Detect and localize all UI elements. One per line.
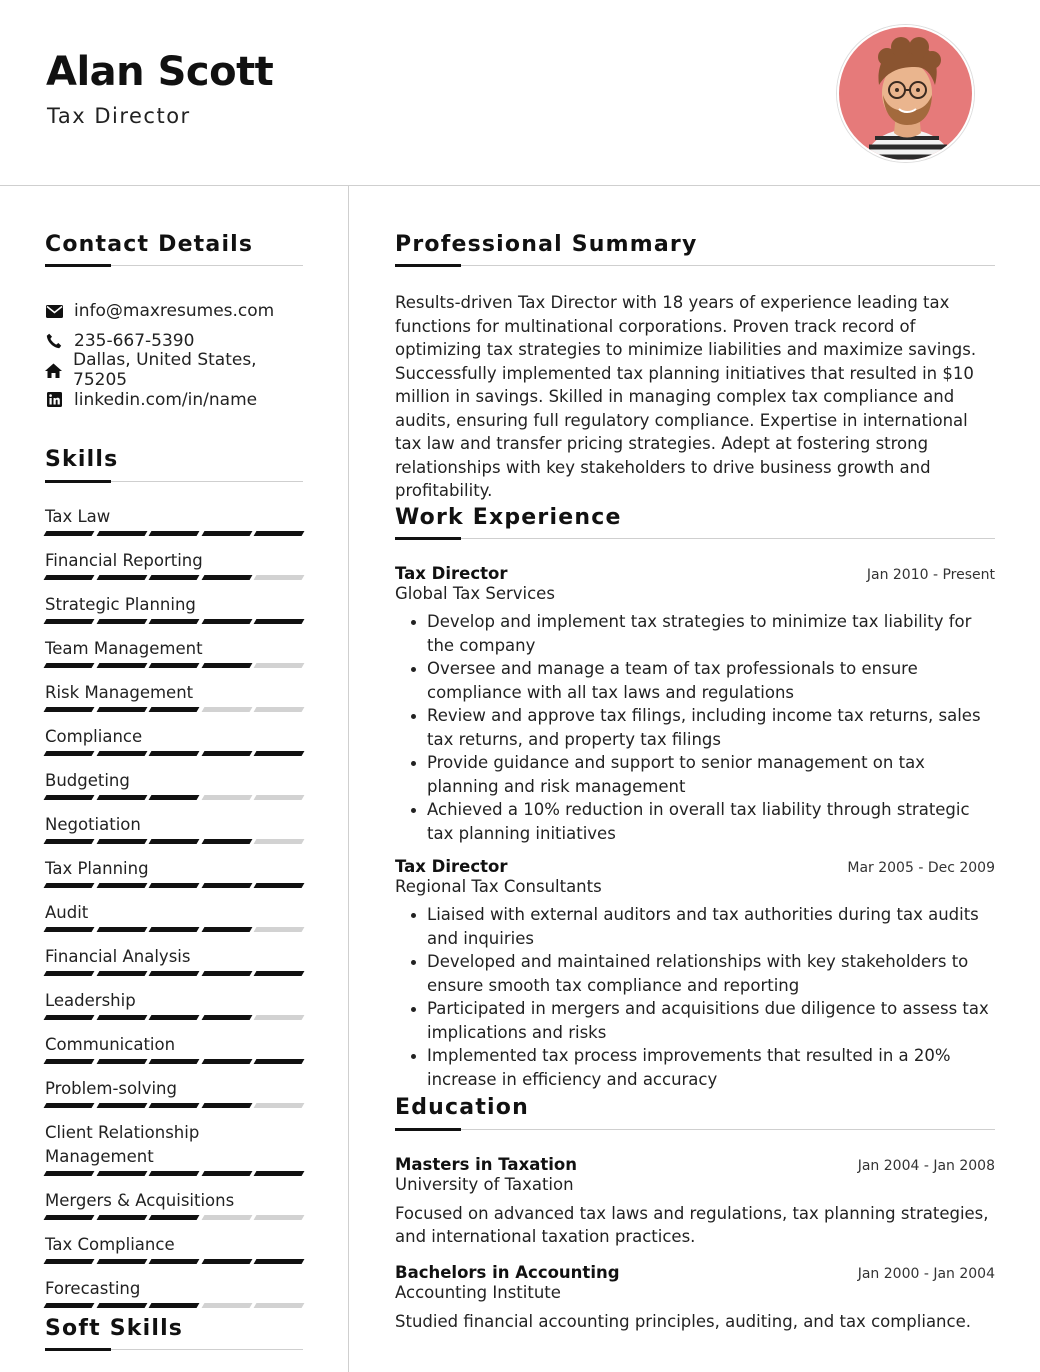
skill-level-segment — [96, 1303, 146, 1308]
skill-level-segment — [96, 531, 146, 536]
skill-level-segment — [201, 1015, 251, 1020]
skill-level-segment — [149, 619, 199, 624]
skill-level-segment — [149, 1303, 199, 1308]
skill-level-bar — [45, 971, 303, 976]
skill-level-segment — [149, 1259, 199, 1264]
skill-name: Team Management — [45, 638, 203, 658]
skill-level-segment — [149, 1103, 199, 1108]
skill-level-bar — [45, 575, 303, 580]
summary-heading: Professional Summary — [395, 232, 698, 257]
skill-level-segment — [96, 663, 146, 668]
skill-name: Problem-solving — [45, 1078, 177, 1098]
skill-level-segment — [201, 663, 251, 668]
skill-level-segment — [254, 1059, 304, 1064]
skill-level-bar — [45, 1171, 303, 1176]
contact-list — [45, 296, 303, 414]
resume-header — [0, 0, 1040, 186]
skill-level-segment — [96, 751, 146, 756]
envelope-icon — [45, 302, 63, 320]
left-column — [45, 232, 303, 1321]
skill-level-segment — [201, 1171, 251, 1176]
skill-level-segment — [201, 575, 251, 580]
skill-level-bar — [45, 1015, 303, 1020]
skill-level-bar — [45, 927, 303, 932]
skill-item — [45, 901, 303, 932]
skill-level-segment — [96, 927, 146, 932]
skill-level-segment — [254, 883, 304, 888]
skill-level-segment — [201, 883, 251, 888]
skill-name: Tax Compliance — [45, 1234, 175, 1254]
skill-level-segment — [44, 1015, 94, 1020]
skill-item — [45, 549, 303, 580]
skill-level-segment — [44, 795, 94, 800]
job-date: Jan 2010 - Present — [866, 567, 995, 584]
contact-phone-text: 235-667-5390 — [74, 330, 195, 351]
section-rule — [395, 264, 995, 266]
education-date: Jan 2004 - Jan 2008 — [857, 1157, 995, 1174]
skills-section — [45, 447, 303, 1307]
education-heading: Education — [395, 1095, 529, 1121]
education-degree: Bachelors in Accounting — [395, 1262, 620, 1282]
job-company: Global Tax Services — [395, 584, 555, 604]
skill-level-segment — [149, 531, 199, 536]
skill-item — [45, 1189, 303, 1220]
skill-item — [45, 637, 303, 668]
skill-level-segment — [254, 1259, 304, 1264]
education-entry — [395, 1155, 995, 1249]
education-description: Studied financial accounting principles, auditing, and tax compliance. — [395, 1311, 971, 1331]
skill-level-segment — [149, 927, 199, 932]
job-title: Tax Director — [395, 564, 508, 584]
skill-level-segment — [254, 707, 304, 712]
skill-level-segment — [96, 795, 146, 800]
skill-name: Tax Planning — [45, 858, 149, 878]
skill-level-segment — [201, 971, 251, 976]
home-icon — [45, 361, 62, 379]
skill-item — [45, 813, 303, 844]
job-bullet: Achieved a 10% reduction in overall tax liability through strategic tax planning initiatives — [409, 798, 995, 845]
skill-item — [45, 1077, 303, 1108]
skill-level-segment — [201, 795, 251, 800]
skill-level-bar — [45, 1059, 303, 1064]
skill-name: Financial Reporting — [45, 550, 203, 570]
skill-level-segment — [201, 1215, 251, 1220]
skill-level-segment — [96, 971, 146, 976]
skills-heading: Skills — [45, 447, 119, 473]
skill-level-segment — [254, 619, 304, 624]
skill-level-segment — [201, 531, 251, 536]
skill-level-bar — [45, 839, 303, 844]
candidate-name: Alan Scott — [46, 49, 274, 95]
contact-location — [45, 350, 303, 391]
skill-item — [45, 1277, 303, 1308]
skill-level-segment — [201, 1059, 251, 1064]
contact-linkedin-text: linkedin.com/in/name — [74, 389, 258, 410]
skill-level-segment — [44, 1303, 94, 1308]
contact-email-text: info@maxresumes.com — [74, 301, 275, 322]
skill-level-bar — [45, 1215, 303, 1220]
education-description: Focused on advanced tax laws and regulations, tax planning strategies, and international taxation practices. — [395, 1203, 989, 1247]
skill-level-segment — [96, 1215, 146, 1220]
skill-name: Strategic Planning — [45, 594, 196, 614]
skill-level-segment — [96, 575, 146, 580]
skill-level-bar — [45, 1259, 303, 1264]
skill-item — [45, 1233, 303, 1264]
skill-level-bar — [45, 663, 303, 668]
skill-name: Audit — [45, 902, 89, 922]
skill-level-bar — [45, 1303, 303, 1308]
section-rule — [395, 537, 995, 539]
skill-level-segment — [96, 839, 146, 844]
skill-level-segment — [44, 707, 94, 712]
skill-level-segment — [201, 619, 251, 624]
skill-level-bar — [45, 531, 303, 536]
skill-level-segment — [201, 839, 251, 844]
skill-level-segment — [96, 1015, 146, 1020]
skill-item — [45, 769, 303, 800]
education-section — [395, 1095, 995, 1333]
experience-section — [395, 505, 995, 1091]
skill-level-bar — [45, 1103, 303, 1108]
skill-level-segment — [96, 707, 146, 712]
job-bullet: Developed and maintained relationships with key stakeholders to ensure smooth tax compliance and reporting — [409, 950, 995, 997]
skill-level-segment — [44, 839, 94, 844]
skill-level-segment — [254, 1103, 304, 1108]
skill-level-bar — [45, 883, 303, 888]
skill-level-segment — [44, 1059, 94, 1064]
skill-level-segment — [254, 751, 304, 756]
skill-level-segment — [44, 1259, 94, 1264]
section-rule — [395, 1128, 995, 1130]
skill-name: Compliance — [45, 726, 143, 746]
education-date: Jan 2000 - Jan 2004 — [857, 1265, 995, 1282]
skill-level-segment — [254, 971, 304, 976]
column-divider — [348, 186, 349, 1372]
skill-level-segment — [201, 927, 251, 932]
job-date: Mar 2005 - Dec 2009 — [847, 860, 995, 877]
skill-level-segment — [149, 1215, 199, 1220]
skill-level-segment — [96, 1259, 146, 1264]
skill-level-bar — [45, 751, 303, 756]
skill-name: Leadership — [45, 990, 136, 1010]
skill-level-segment — [201, 707, 251, 712]
contact-email[interactable] — [45, 296, 303, 326]
candidate-title: Tax Director — [47, 104, 191, 128]
education-degree: Masters in Taxation — [395, 1154, 577, 1174]
skill-level-segment — [254, 1303, 304, 1308]
skill-name: Risk Management — [45, 682, 194, 702]
skill-level-segment — [254, 1215, 304, 1220]
job-bullet: Provide guidance and support to senior management on tax planning and risk management — [409, 751, 995, 798]
job-company: Regional Tax Consultants — [395, 877, 602, 897]
skill-name: Mergers & Acquisitions — [45, 1190, 235, 1210]
skill-item — [45, 1033, 303, 1064]
avatar — [837, 25, 974, 162]
skill-level-segment — [96, 1103, 146, 1108]
skill-level-segment — [44, 575, 94, 580]
summary-section — [395, 232, 995, 503]
skill-level-segment — [149, 839, 199, 844]
skill-level-segment — [254, 1171, 304, 1176]
summary-text: Results-driven Tax Director with 18 years of experience leading tax functions for multinational corporations. Proven track record of optimizing tax strategies to minimize liabilities and maximize savings. Successfully implemented tax planning initiatives that resulted in $10 million in savings. Skilled in managing complex tax compliance and audits, ensuring full regulatory compliance. Expertise in international tax law and transfer pricing strategies. Adept at fostering strong relationships with key stakeholders to drive business growth and profitability. — [395, 293, 977, 501]
education-school: University of Taxation — [395, 1174, 574, 1194]
job-bullet: Oversee and manage a team of tax professionals to ensure compliance with all tax laws and regulations — [409, 657, 995, 704]
skill-level-segment — [96, 619, 146, 624]
skill-item — [45, 725, 303, 756]
skill-level-bar — [45, 707, 303, 712]
skill-name: Budgeting — [45, 770, 130, 790]
skill-level-segment — [44, 971, 94, 976]
skill-name: Forecasting — [45, 1278, 141, 1298]
section-rule — [45, 480, 303, 482]
education-school: Accounting Institute — [395, 1282, 561, 1302]
skill-level-segment — [149, 751, 199, 756]
contact-section — [45, 232, 303, 414]
contact-heading: Contact Details — [45, 232, 254, 257]
skill-item — [45, 945, 303, 976]
skill-level-segment — [44, 883, 94, 888]
skill-level-segment — [96, 883, 146, 888]
job-bullet: Participated in mergers and acquisitions due diligence to assess tax implications and risks — [409, 997, 995, 1044]
phone-icon — [45, 332, 63, 350]
education-entry — [395, 1263, 995, 1334]
skill-level-segment — [254, 575, 304, 580]
job-bullet: Liaised with external auditors and tax authorities during tax audits and inquiries — [409, 903, 995, 950]
job-bullet: Implemented tax process improvements that resulted in a 20% increase in efficiency and accuracy — [409, 1044, 995, 1091]
skill-level-segment — [149, 1015, 199, 1020]
soft-skills-heading: Soft Skills — [45, 1316, 184, 1341]
skill-level-segment — [201, 751, 251, 756]
skill-level-segment — [149, 1059, 199, 1064]
section-rule — [45, 264, 303, 266]
skill-item — [45, 989, 303, 1020]
skill-level-bar — [45, 619, 303, 624]
skill-item — [45, 1121, 303, 1176]
skill-level-segment — [149, 707, 199, 712]
skill-level-segment — [254, 795, 304, 800]
skill-level-segment — [44, 1171, 94, 1176]
skill-level-segment — [44, 1103, 94, 1108]
skill-item — [45, 681, 303, 712]
section-rule — [45, 1348, 303, 1350]
skill-level-segment — [149, 795, 199, 800]
skill-name: Financial Analysis — [45, 946, 191, 966]
job-bullet: Review and approve tax filings, including income tax returns, sales tax returns, and property tax filings — [409, 704, 995, 751]
skill-item — [45, 593, 303, 624]
skill-level-segment — [44, 751, 94, 756]
skills-list — [45, 505, 303, 1308]
job-bullets — [395, 903, 995, 1091]
skill-level-segment — [149, 1171, 199, 1176]
skill-item — [45, 505, 303, 536]
job-bullet: Develop and implement tax strategies to minimize tax liability for the company — [409, 610, 995, 657]
skill-level-segment — [254, 663, 304, 668]
job-bullets — [395, 610, 995, 845]
experience-heading: Work Experience — [395, 504, 622, 530]
job-entry — [395, 857, 995, 1091]
skill-name: Negotiation — [45, 814, 141, 834]
skill-level-segment — [149, 663, 199, 668]
contact-location-text: Dallas, United States, 75205 — [73, 350, 257, 391]
skill-level-segment — [149, 971, 199, 976]
skill-level-segment — [201, 1303, 251, 1308]
skill-level-segment — [254, 1015, 304, 1020]
skill-level-segment — [44, 927, 94, 932]
job-entry — [395, 564, 995, 845]
skill-level-segment — [149, 883, 199, 888]
profile-photo-icon — [839, 27, 974, 162]
skill-level-segment — [254, 531, 304, 536]
skill-level-segment — [254, 927, 304, 932]
skill-level-segment — [149, 575, 199, 580]
skill-name: Client Relationship Management — [45, 1122, 200, 1166]
skill-level-segment — [44, 663, 94, 668]
skill-level-segment — [96, 1059, 146, 1064]
skill-level-bar — [45, 795, 303, 800]
skill-level-segment — [44, 531, 94, 536]
job-title: Tax Director — [395, 857, 508, 877]
soft-skills-section — [45, 1316, 303, 1350]
skill-level-segment — [44, 619, 94, 624]
skill-name: Communication — [45, 1034, 176, 1054]
skill-level-segment — [96, 1171, 146, 1176]
skill-level-segment — [254, 839, 304, 844]
linkedin-icon — [45, 391, 63, 409]
skill-name: Tax Law — [45, 506, 111, 526]
right-column — [395, 232, 995, 1333]
skill-item — [45, 857, 303, 888]
skill-level-segment — [44, 1215, 94, 1220]
skill-level-segment — [201, 1259, 251, 1264]
skill-level-segment — [201, 1103, 251, 1108]
